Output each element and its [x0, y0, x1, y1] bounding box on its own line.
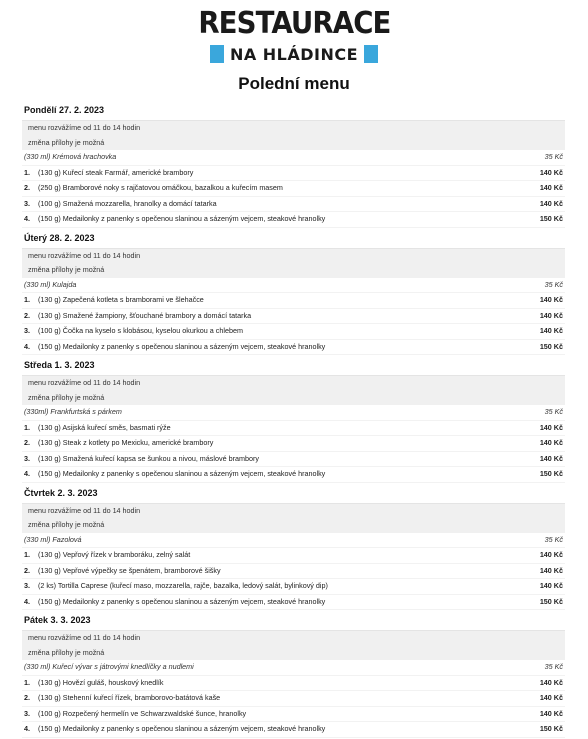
menu-item-row	[22, 467, 565, 483]
page-title: Polední menu	[238, 74, 350, 93]
item-price: 140 Kč	[539, 565, 563, 575]
day-heading: Pátek 3. 3. 2023	[22, 610, 565, 631]
side-change-info: změna přílohy je možná	[22, 391, 565, 406]
item-price: 140 Kč	[539, 693, 563, 702]
item-number: 1.	[24, 677, 30, 687]
day-heading: Středa 1. 3. 2023	[22, 355, 565, 376]
item-name: (100 g) Smažená mozzarella, hranolky a domácí tatarka	[38, 198, 217, 208]
item-name: (2 ks) Tortilla Caprese (kuřecí maso, mozzarella, rajče, bazalka, ledový salát, bylinkový dip)	[38, 581, 328, 590]
item-price: 140 Kč	[539, 581, 563, 590]
item-price: 150 Kč	[539, 469, 563, 478]
logo-accent-bar-right	[364, 45, 378, 63]
day-heading: Pondělí 27. 2. 2023	[22, 100, 565, 121]
soup-name: (330 ml) Fazolová	[24, 534, 82, 544]
soup-row	[22, 660, 565, 676]
item-number: 1.	[24, 167, 30, 177]
item-number: 3.	[24, 198, 30, 208]
item-name: (130 g) Vepřové výpečky se špenátem, bramborové šišky	[38, 565, 221, 575]
item-name: (100 g) Rozpečený hermelín ve Schwarzwaldské šunce, hranolky	[38, 708, 247, 718]
item-name: (130 g) Smažená kuřecí kapsa se šunkou a nivou, máslové brambory	[38, 453, 259, 463]
soup-name: (330 ml) Kulajda	[24, 279, 77, 289]
item-price: 140 Kč	[539, 295, 563, 304]
soup-name: (330 ml) Kuřecí vývar s játrovými knedlíčky a nudlemi	[24, 662, 194, 671]
side-change-info: změna přílohy je možná	[22, 646, 565, 661]
item-number: 4.	[24, 214, 30, 223]
item-number: 1.	[24, 422, 30, 432]
menu-item-row	[22, 197, 565, 213]
delivery-info: menu rozvážíme od 11 do 14 hodin	[22, 249, 565, 264]
side-change-info: změna přílohy je možná	[22, 263, 565, 278]
day-block	[22, 355, 565, 483]
menu-item-row	[22, 166, 565, 182]
soup-price: 35 Kč	[544, 407, 563, 416]
item-name: (250 g) Bramborové noky s rajčatovou omáčkou, bazalkou a kuřecím masem	[38, 183, 283, 192]
item-price: 140 Kč	[539, 438, 563, 447]
soup-row	[22, 533, 565, 549]
menu-item-row	[22, 564, 565, 580]
item-price: 150 Kč	[539, 214, 563, 223]
logo-line2: NA HLÁDINCE	[229, 44, 359, 64]
item-name: (130 g) Hovězí guláš, houskový knedlík	[38, 677, 164, 687]
logo-line1: RESTAURACE	[197, 6, 391, 41]
item-number: 3.	[24, 453, 30, 463]
menu-item-row	[22, 579, 565, 595]
menu-item-row	[22, 452, 565, 468]
item-price: 150 Kč	[539, 341, 563, 351]
menu-item-row	[22, 722, 565, 738]
soup-price: 35 Kč	[544, 279, 563, 289]
soup-price: 35 Kč	[544, 534, 563, 544]
item-name: (130 g) Stehenní kuřecí řízek, bramborovo-batátová kaše	[38, 693, 221, 702]
item-price: 140 Kč	[539, 198, 563, 208]
day-block	[22, 610, 565, 738]
item-name: (130 g) Vepřový řízek v bramboráku, zelný salát	[38, 550, 191, 559]
delivery-info: menu rozvážíme od 11 do 14 hodin	[22, 504, 565, 519]
menu-list	[22, 100, 565, 738]
item-price: 140 Kč	[539, 167, 563, 177]
item-name: (150 g) Medailonky z panenky s opečenou slaninou a sázeným vejcem, steakové hranolky	[38, 596, 326, 606]
item-name: (150 g) Medailonky z panenky s opečenou slaninou a sázeným vejcem, steakové hranolky	[38, 341, 326, 351]
item-name: (130 g) Kuřecí steak Farmář, americké brambory	[38, 167, 194, 177]
item-name: (130 g) Zapečená kotleta s bramborami ve šlehačce	[38, 295, 204, 304]
day-heading: Čtvrtek 2. 3. 2023	[22, 483, 565, 504]
soup-row	[22, 405, 565, 421]
item-price: 140 Kč	[539, 453, 563, 463]
item-number: 2.	[24, 693, 30, 702]
item-price: 140 Kč	[539, 310, 563, 320]
delivery-info: menu rozvážíme od 11 do 14 hodin	[22, 631, 565, 646]
item-number: 3.	[24, 581, 30, 590]
soup-name: (330ml) Frankfurtská s párkem	[24, 407, 122, 416]
menu-item-row	[22, 340, 565, 356]
item-price: 140 Kč	[539, 550, 563, 559]
item-price: 140 Kč	[539, 677, 563, 687]
day-block	[22, 483, 565, 611]
item-price: 140 Kč	[539, 183, 563, 192]
menu-item-row	[22, 324, 565, 340]
menu-item-row	[22, 309, 565, 325]
menu-item-row	[22, 691, 565, 707]
menu-item-row	[22, 181, 565, 197]
item-number: 4.	[24, 724, 30, 733]
day-block	[22, 100, 565, 228]
item-name: (150 g) Medailonky z panenky s opečenou slaninou a sázeným vejcem, steakové hranolky	[38, 214, 326, 223]
soup-price: 35 Kč	[544, 662, 563, 671]
delivery-info: menu rozvážíme od 11 do 14 hodin	[22, 376, 565, 391]
day-heading: Úterý 28. 2. 2023	[22, 228, 565, 249]
item-number: 4.	[24, 596, 30, 606]
menu-item-row	[22, 595, 565, 611]
side-change-info: změna přílohy je možná	[22, 518, 565, 533]
delivery-info: menu rozvážíme od 11 do 14 hodin	[22, 121, 565, 136]
menu-item-row	[22, 436, 565, 452]
menu-item-row	[22, 548, 565, 564]
soup-row	[22, 278, 565, 294]
item-number: 4.	[24, 469, 30, 478]
soup-price: 35 Kč	[544, 152, 563, 161]
restaurant-logo[interactable]	[0, 8, 588, 68]
menu-item-row	[22, 676, 565, 692]
item-price: 140 Kč	[539, 708, 563, 718]
item-name: (130 g) Steak z kotlety po Mexicku, americké brambory	[38, 438, 214, 447]
menu-item-row	[22, 421, 565, 437]
item-name: (100 g) Čočka na kyselo s klobásou, kyselou okurkou a chlebem	[38, 326, 243, 335]
item-name: (150 g) Medailonky z panenky s opečenou slaninou a sázeným vejcem, steakové hranolky	[38, 724, 326, 733]
item-number: 1.	[24, 550, 30, 559]
item-number: 4.	[24, 341, 30, 351]
item-price: 150 Kč	[539, 596, 563, 606]
item-number: 1.	[24, 295, 30, 304]
day-block	[22, 228, 565, 356]
item-number: 2.	[24, 183, 30, 192]
item-name: (130 g) Asijská kuřecí směs, basmati rýže	[38, 422, 171, 432]
item-price: 150 Kč	[539, 724, 563, 733]
soup-row	[22, 150, 565, 166]
item-number: 2.	[24, 310, 30, 320]
item-number: 3.	[24, 708, 30, 718]
item-number: 3.	[24, 326, 30, 335]
side-change-info: změna přílohy je možná	[22, 136, 565, 151]
item-name: (130 g) Smažené žampiony, šťouchané brambory a domácí tatarka	[38, 310, 252, 320]
logo-accent-bar-left	[210, 45, 224, 63]
menu-item-row	[22, 293, 565, 309]
soup-name: (330 ml) Krémová hrachovka	[24, 152, 117, 161]
menu-item-row	[22, 212, 565, 228]
item-price: 140 Kč	[539, 326, 563, 335]
item-number: 2.	[24, 565, 30, 575]
menu-item-row	[22, 707, 565, 723]
item-name: (150 g) Medailonky z panenky s opečenou slaninou a sázeným vejcem, steakové hranolky	[38, 469, 326, 478]
item-number: 2.	[24, 438, 30, 447]
item-price: 140 Kč	[539, 422, 563, 432]
